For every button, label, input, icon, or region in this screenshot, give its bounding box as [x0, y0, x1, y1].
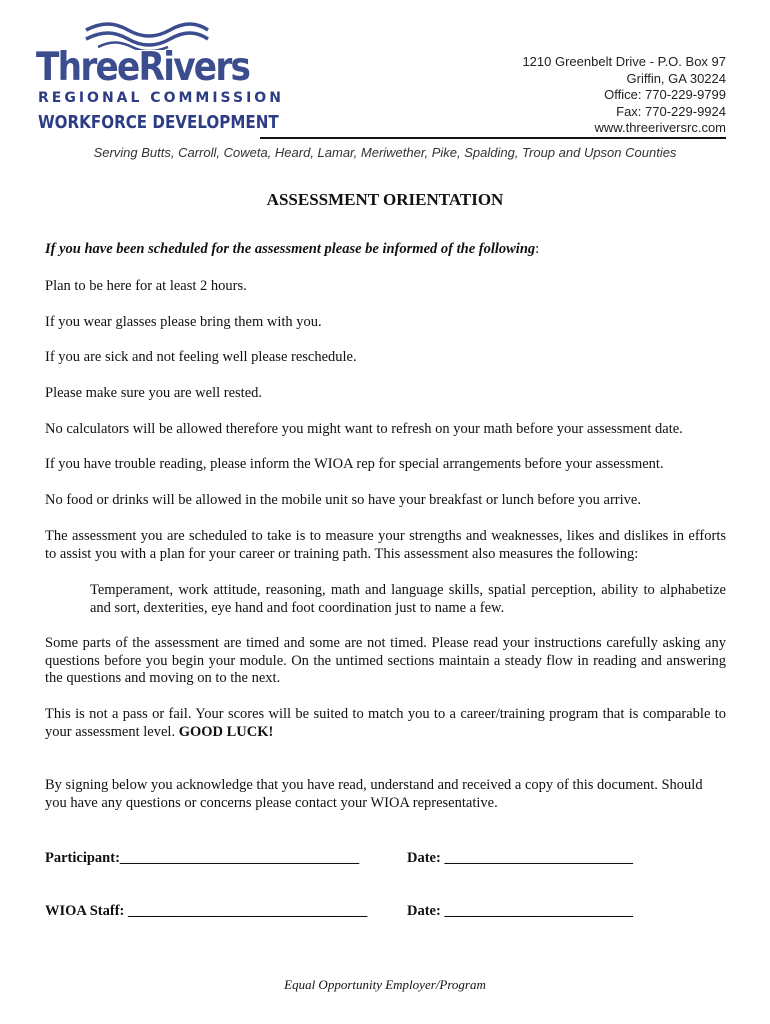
intro-line	[45, 241, 539, 259]
instruction-item: No calculators will be allowed therefore you might want to refresh on your math before your assessment date.	[45, 421, 683, 437]
footer-note: Equal Opportunity Employer/Program	[284, 977, 486, 992]
assessment-purpose: The assessment you are scheduled to take is to measure your strengths and weaknesses, likes and dislikes in efforts to assist you with a plan for your career or training path. This assessment also measures the following:	[45, 528, 726, 562]
instruction-item: Please make sure you are well rested.	[45, 385, 263, 401]
fax-number: Fax: 770-229-9924	[616, 103, 726, 119]
address-city: Griffin, GA 30224	[626, 70, 726, 86]
instruction-item: If you wear glasses please bring them with you.	[45, 314, 322, 330]
office-phone: Office: 770-229-9799	[604, 87, 726, 102]
website-link[interactable]: www.threeriversrc.com	[594, 120, 726, 135]
header-divider	[260, 137, 726, 139]
staff-date-line[interactable]: Date: __________________________	[407, 903, 633, 919]
organization-address	[522, 54, 726, 137]
logo-workforce-development: WORKFORCE DEVELOPMENT	[38, 112, 279, 133]
instruction-item: No food or drinks will be allowed in the mobile unit so have your breakfast or lunch before you arrive.	[45, 492, 641, 508]
intro-colon: :	[535, 241, 540, 257]
staff-signature-line[interactable]: WIOA Staff: _________________________________	[45, 903, 368, 919]
timed-sections-note: Some parts of the assessment are timed and some are not timed. Please read your instructions carefully asking any questions before you begin your module. On the untimed sections maintain a steady flow in reading and answering the questions and moving on to the next.	[45, 635, 726, 686]
logo-regional-commission: REGIONAL COMMISSION	[38, 90, 284, 106]
organization-logo	[36, 20, 284, 138]
instruction-item: If you have trouble reading, please inform the WIOA rep for special arrangements before your assessment.	[45, 456, 664, 472]
participant-date-line[interactable]: Date: __________________________	[407, 850, 633, 866]
instruction-item: If you are sick and not feeling well please reschedule.	[45, 349, 357, 365]
address-street: 1210 Greenbelt Drive - P.O. Box 97	[522, 54, 726, 69]
participant-signature-line[interactable]: Participant:_________________________________	[45, 850, 360, 866]
pass-fail-text: This is not a pass or fail. Your scores will be suited to match you to a career/training program that is comparable to your assessment level.	[45, 706, 726, 740]
pass-fail-note	[45, 706, 726, 741]
good-luck: GOOD LUCK!	[178, 723, 274, 740]
service-area: Serving Butts, Carroll, Coweta, Heard, Lamar, Meriwether, Pike, Spalding, Troup and Upson Counties	[93, 145, 677, 160]
instruction-item: Plan to be here for at least 2 hours.	[45, 278, 247, 294]
intro-text: If you have been scheduled for the assessment please be informed of the following	[45, 241, 536, 257]
acknowledgement: By signing below you acknowledge that you have read, understand and received a copy of this document. Should you have any questions or concerns please contact your WIOA representative.	[45, 777, 703, 811]
logo-name: ThreeRivers	[36, 45, 250, 90]
assessment-measures: Temperament, work attitude, reasoning, math and language skills, spatial perception, ability to alphabetize and sort, dexterities, eye hand and foot coordination just to name a few.	[90, 582, 726, 616]
document-title: ASSESSMENT ORIENTATION	[266, 190, 504, 209]
